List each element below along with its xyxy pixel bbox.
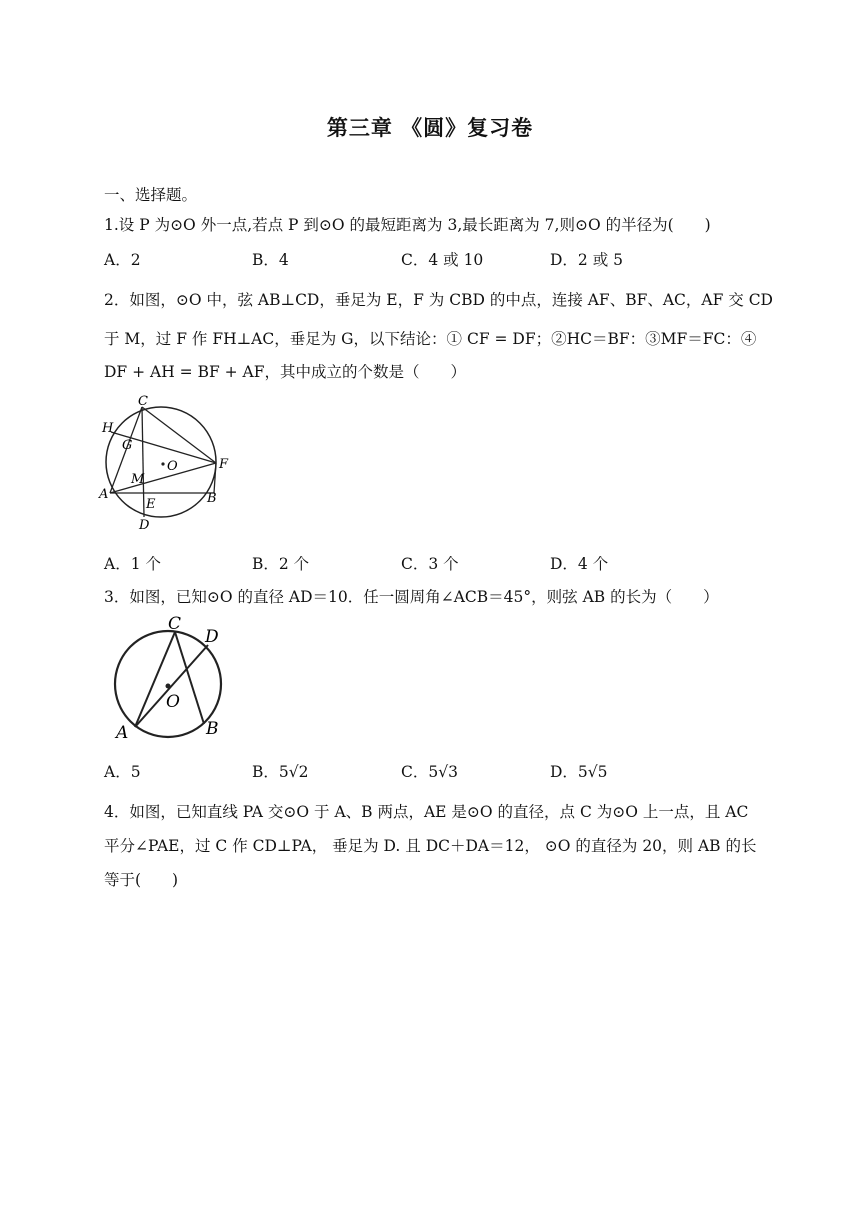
label-g: G: [122, 438, 133, 453]
label-b: B: [206, 719, 219, 739]
question-4-line-3: 等于( ): [104, 871, 179, 889]
label-h: H: [102, 421, 114, 436]
label-b: B: [207, 491, 217, 506]
question-1-text: 1.设 P 为⊙O 外一点,若点 P 到⊙O 的最短距离为 3,最长距离为 7,则⊙O 的半径为( ): [104, 216, 711, 234]
label-o: O: [167, 459, 178, 474]
section-heading: 一、选择题。: [104, 186, 198, 204]
question-2-line-2: 于 M，过 F 作 FH⊥AC，垂足为 G，以下结论：① CF = DF；②HC＝BF：③MF＝FC：④: [104, 330, 757, 348]
chord-ac: [135, 632, 175, 727]
label-a: A: [99, 487, 109, 502]
label-a: A: [116, 723, 129, 742]
question-3-figure: [110, 612, 240, 742]
line-cf: [142, 407, 216, 463]
option-b: B．2 个: [252, 555, 310, 573]
center-dot: [161, 462, 164, 465]
label-f: F: [219, 457, 229, 472]
option-a: A．5: [104, 763, 141, 781]
label-d: D: [139, 518, 150, 532]
question-2-line-1: 2．如图，⊙O 中，弦 AB⊥CD，垂足为 E，F 为 CBD 的中点，连接 AF、BF、AC，AF 交 CD: [104, 291, 773, 309]
option-c: C．3 个: [401, 555, 459, 573]
label-c: C: [138, 394, 148, 409]
label-o: O: [166, 692, 180, 712]
question-2-line-3: DF + AH = BF + AF，其中成立的个数是（ ）: [104, 363, 467, 381]
question-2-figure: [98, 392, 238, 532]
option-b: B．5√2: [252, 763, 309, 781]
page-title: 第三章 《圆》复习卷: [326, 116, 534, 140]
label-e: E: [146, 497, 156, 512]
chord-cd: [142, 407, 144, 517]
line-af: [110, 463, 216, 493]
label-m: M: [131, 472, 145, 487]
circle-o: [106, 407, 216, 517]
option-c: C．4 或 10: [401, 251, 484, 269]
option-a: A．2: [104, 251, 141, 269]
option-c: C．5√3: [401, 763, 458, 781]
option-b: B．4: [252, 251, 289, 269]
label-c: C: [168, 614, 182, 634]
question-3-text: 3．如图，已知⊙O 的直径 AD＝10．任一圆周角∠ACB＝45°，则弦 AB 的长为（ ）: [104, 588, 719, 606]
diameter-ad: [135, 645, 208, 727]
question-4-line-2: 平分∠PAE，过 C 作 CD⊥PA， 垂足为 D. 且 DC＋DA＝12， ⊙O 的直径为 20，则 AB 的长: [104, 837, 757, 855]
center-dot: [166, 684, 171, 689]
label-d: D: [205, 627, 219, 647]
option-d: D．4 个: [550, 555, 609, 573]
option-d: D．5√5: [550, 763, 608, 781]
question-4-line-1: 4．如图，已知直线 PA 交⊙O 于 A、B 两点，AE 是⊙O 的直径，点 C 为⊙O 上一点，且 AC: [104, 803, 749, 821]
option-a: A．1 个: [104, 555, 161, 573]
option-d: D．2 或 5: [550, 251, 624, 269]
